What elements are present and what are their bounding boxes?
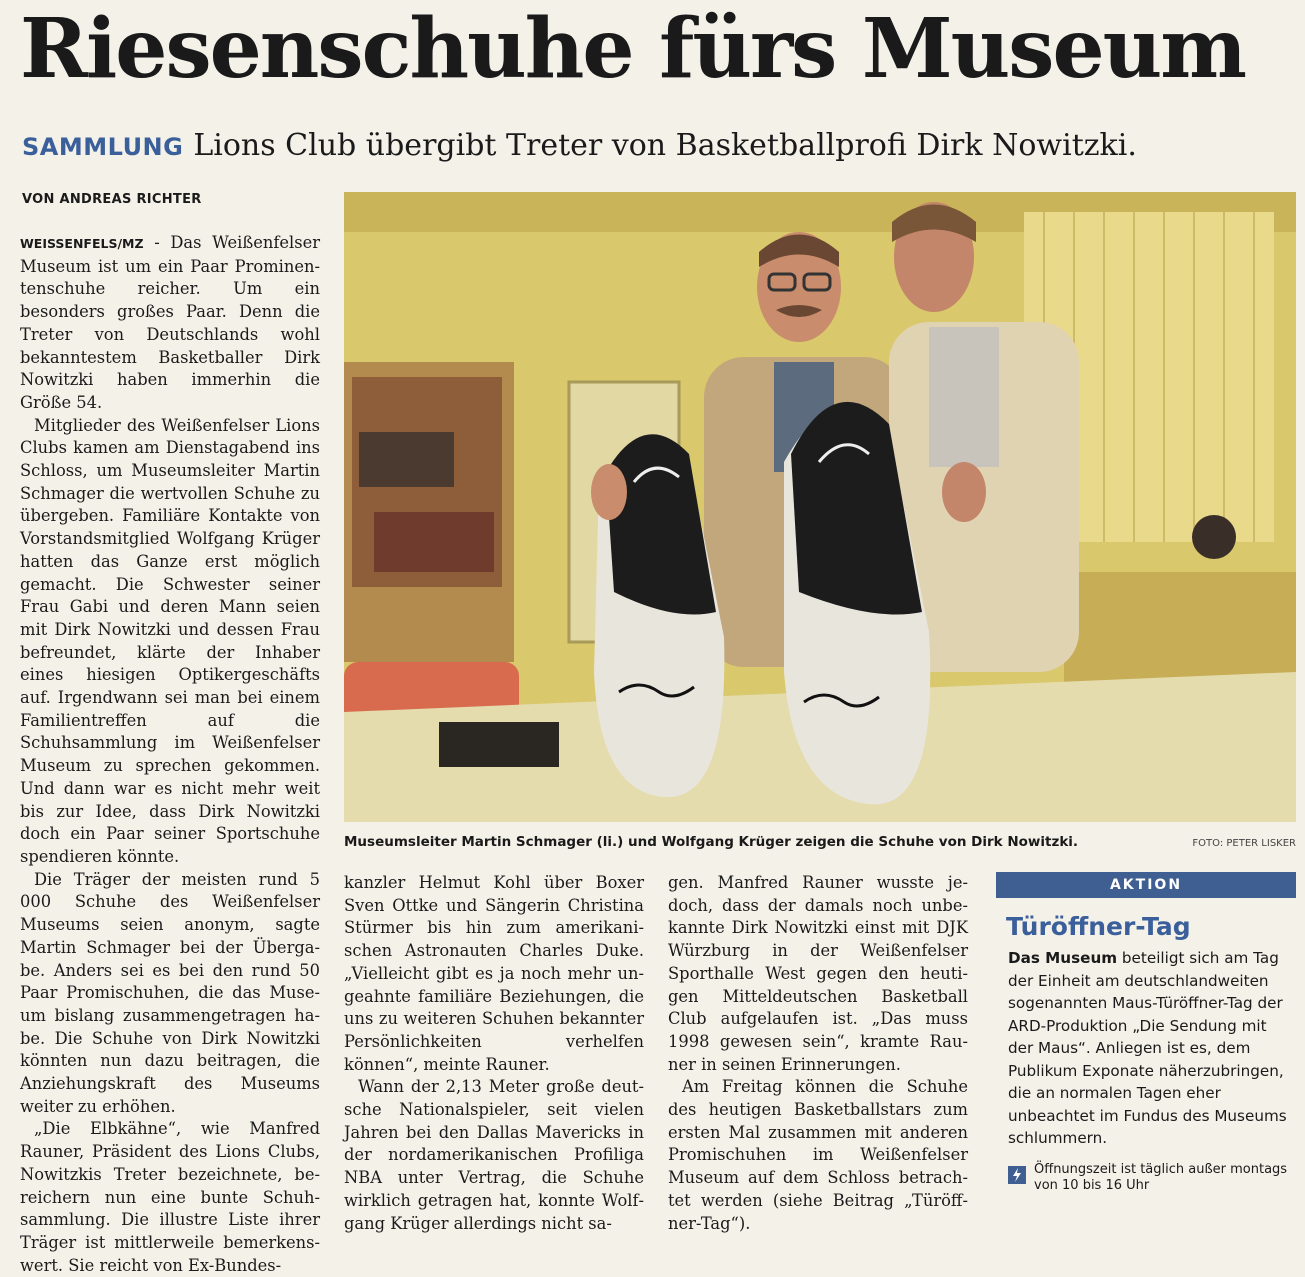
- sidebar-text: [1008, 947, 1293, 1150]
- sidebar-title: Türöffner-Tag: [1006, 912, 1191, 941]
- article-column-2: [344, 872, 644, 1232]
- photo-caption: Museumsleiter Martin Schmager (li.) und Wolfgang Krüger zeigen die Schuhe von Dirk Nowitzki.: [344, 834, 1079, 850]
- info-icon: [1008, 1166, 1026, 1184]
- sidebar-body: beteiligt sich am Tag der Einheit am deutschlandweiten sogenannten Maus-Türöffner-Tag der ARD-Produktion „Die Sendung mit der Maus“. Anliegen ist es, dem Publikum Exponate näherzubringen, die an normalen Tagen eher unbeachtet im Fundus des Museums schlummern.: [1008, 949, 1287, 1147]
- paragraph-6: Am Freitag können die Schuhe des heutigen Basketballstars zum ersten Mal zusammen mit anderen Promischuhen im Weißenfelser Museum auf dem Schloss betrachtet werden (siehe Beitrag „Türöffner-Tag“).: [668, 1077, 968, 1233]
- paragraph-2: Mitglieder des Weißenfelser Lions Clubs kamen am Dienstagabend ins Schloss, um Museumsleiter Martin Schmager die wertvollen Schuhe zu übergeben. Familiäre Kontakte von Vorstandsmitglied Wolfgang Krüger hatten das Ganze erst möglich gemacht. Die Schwester seiner Frau Gabi und deren Mann seien mit Dirk Nowitzki und dessen Frau befreundet, klärte der Inhaber eines hiesigen Optikergeschäfts auf. Irgendwann sei man bei einem Familientreffen auf die Schuhsammlung im Weißenfelser Museum zu sprechen gekommen. Und dann war es nicht mehr weit bis zur Idee, dass Dirk Nowitzki doch ein Paar seiner Sportschuhe spendieren könnte.: [20, 415, 320, 866]
- subheadline-line: [22, 128, 1292, 164]
- paragraph-1: [20, 232, 320, 415]
- paragraph-5-start: Wann der 2,13 Meter große deutsche Nationalspieler, seit vielen Jahren bei den Dallas Mavericks in der nordamerikanischen Profiliga NBA unter Vertrag, die Schuhe wirklich getragen hat, konnte Wolfgang Krüger allerdings nicht sa-: [344, 1077, 644, 1233]
- headline: Riesenschuhe fürs Museum: [20, 1, 1246, 97]
- photo-credit: FOTO: PETER LISKER: [1192, 838, 1296, 849]
- subheadline: Lions Club übergibt Treter von Basketballprofi Dirk Nowitzki.: [193, 128, 1137, 163]
- sidebar-lead: Das Museum: [1008, 949, 1118, 967]
- opening-hours: [1008, 1162, 1296, 1194]
- article-photo: [344, 192, 1296, 822]
- paragraph-4-cont: kanzler Helmut Kohl über Boxer Sven Ottke und Sängerin Christina Stürmer bis hin zum amerikanischen Astronauten Charles Duke. „Vielleicht gibt es ja noch mehr ungeahnte familiäre Beziehungen, die uns zu weiteren Schuhen bekannter Persönlichkeiten verhelfen können“, meinte Rauner.: [344, 873, 644, 1074]
- aktion-sidebar: [996, 872, 1296, 1232]
- byline: VON ANDREAS RICHTER: [22, 192, 202, 207]
- paragraph-4-start: „Die Elbkähne“, wie Manfred Rauner, Präsident des Lions Clubs, Nowitzkis Treter bezeichnete, bereichern nun eine bunte Schuhsammlung. Die illustre Liste ihrer Träger ist mittlerweile bemerkenswert. Sie reicht von Ex-Bundes-: [20, 1119, 320, 1275]
- aktion-label: AKTION: [996, 872, 1296, 898]
- dateline: WEISSENFELS/MZ: [20, 236, 144, 251]
- paragraph-3: Die Träger der meisten rund 5 000 Schuhe des Weißenfelser Museums seien anonym, sagte Martin Schmager bei der Übergabe. Anders sei es bei den rund 50 Paar Promischuhen, die das Museum bislang zusammengetragen habe. Die Schuhe von Dirk Nowitzki könnten nun dazu beitragen, die Anziehungskraft des Museums weiter zu erhöhen.: [20, 869, 320, 1116]
- opening-hours-text: Öffnungszeit ist täglich außer montags von 10 bis 16 Uhr: [1034, 1161, 1288, 1193]
- article-column-1: [20, 232, 320, 1275]
- photo-illustration: [344, 192, 1296, 822]
- article-column-3: [668, 872, 968, 1232]
- kicker: SAMMLUNG: [22, 133, 184, 161]
- paragraph-5-cont: gen. Manfred Rauner wusste jedoch, dass der damals noch unbekannte Dirk Nowitzki einst mit DJK Würzburg in der Weißenfelser Sporthalle West gegen den heutigen Mitteldeutschen Basketball Club aufgelaufen ist. „Das muss 1998 gewesen sein“, kramte Rauner in seinen Erinnerungen.: [668, 873, 968, 1074]
- paragraph-1-text: - Das Weißenfelser Museum ist um ein Paar Prominentenschuhe reicher. Um ein besonders großes Paar. Denn die Treter von Deutschlands wohl bekanntestem Basketballer Dirk Nowitzki haben immerhin die Größe 54.: [20, 233, 320, 412]
